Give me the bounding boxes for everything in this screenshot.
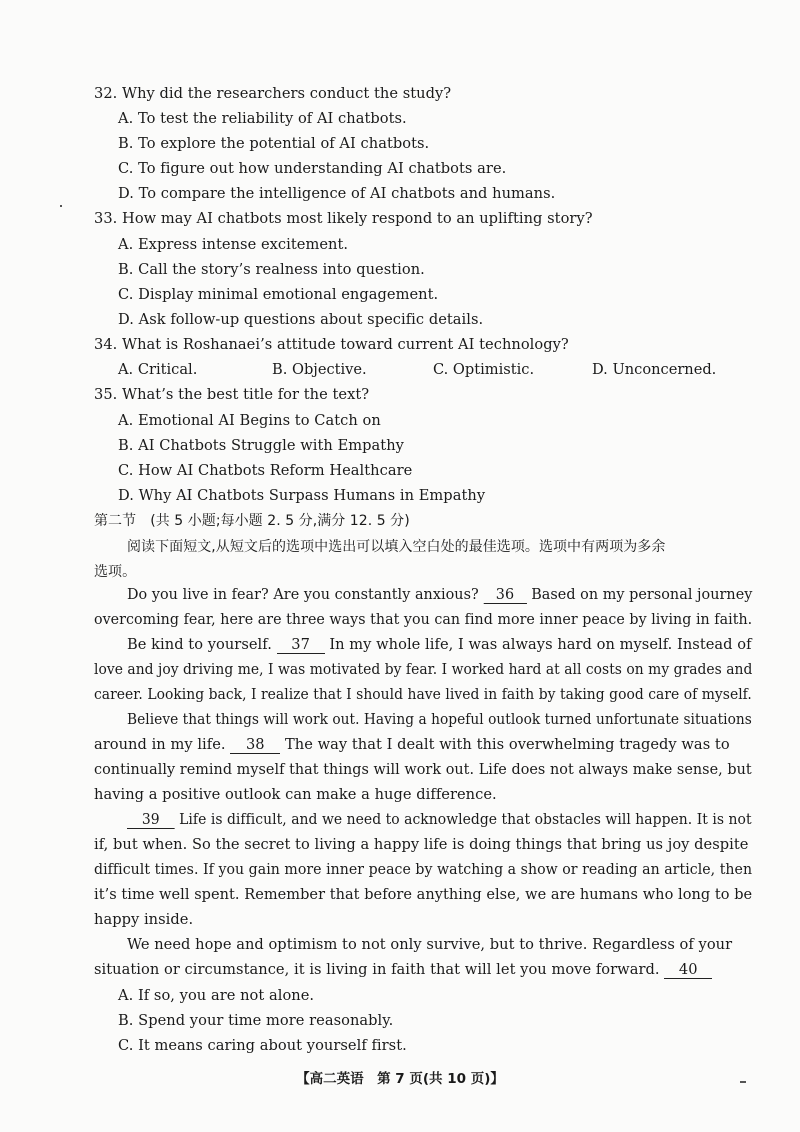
question-34-option-a: A. Critical. [118,361,198,378]
passage-text: situation or circumstance, it is living in faith that will let you move forward. [94,961,660,978]
question-35-option-b: B. AI Chatbots Struggle with Empathy [118,437,404,454]
choice-a: A. If so, you are not alone. [118,987,315,1004]
passage-text: Life is difficult, and we need to acknowledge that obstacles will happen. It is not [179,811,752,828]
section-2-instruction-cont: 选项。 [94,564,137,580]
question-34-stem: 34. What is Roshanaei’s attitude toward current AI technology? [94,336,569,353]
question-32-stem: 32. Why did the researchers conduct the study? [94,85,452,102]
question-33-option-d: D. Ask follow-up questions about specific details. [118,311,484,328]
passage-paragraph-4-line-1 [127,810,752,830]
page-footer: 【高二英语 第 7 页(共 10 页)】 [296,1071,504,1087]
question-32-option-b: B. To explore the potential of AI chatbots. [118,135,430,152]
section-2-instruction: 阅读下面短文,从短文后的选项中选出可以填入空白处的最佳选项。选项中有两项为多余 [127,539,666,555]
passage-text: Based on my personal journey [531,586,753,603]
passage-paragraph-3-line-1: Believe that things will work out. Having a hopeful outlook turned unfortunate situations [127,711,752,728]
question-35-option-d: D. Why AI Chatbots Surpass Humans in Empathy [118,487,486,504]
question-33-option-a: A. Express intense excitement. [118,236,349,253]
question-34-option-b: B. Objective. [272,361,367,378]
passage-paragraph-3-line-3: continually remind myself that things will work out. Life does not always make sense, but [94,761,752,778]
passage-paragraph-3-line-2 [94,735,730,755]
passage-paragraph-2-line-1 [127,635,752,655]
passage-paragraph-5-line-2 [94,960,712,980]
question-35-option-a: A. Emotional AI Begins to Catch on [118,412,381,429]
passage-text: Be kind to yourself. [127,636,272,653]
blank-37: 37 [277,636,325,654]
passage-text: around in my life. [94,736,226,753]
choice-c: C. It means caring about yourself first. [118,1037,407,1054]
passage-paragraph-4-line-3: difficult times. If you gain more inner peace by watching a show or reading an article, then [94,861,753,878]
scan-speck [740,1081,746,1083]
passage-paragraph-3-line-4: having a positive outlook can make a huge difference. [94,786,497,803]
question-35-stem: 35. What’s the best title for the text? [94,386,370,403]
choice-b: B. Spend your time more reasonably. [118,1012,394,1029]
passage-text: The way that I dealt with this overwhelming tragedy was to [285,736,730,753]
question-35-option-c: C. How AI Chatbots Reform Healthcare [118,462,413,479]
blank-40: 40 [664,961,712,979]
question-32-option-c: C. To figure out how understanding AI chatbots are. [118,160,507,177]
question-33-option-c: C. Display minimal emotional engagement. [118,286,439,303]
section-2-heading: 第二节 (共 5 小题;每小题 2. 5 分,满分 12. 5 分) [94,513,410,529]
passage-text: Do you live in fear? Are you constantly anxious? [127,586,479,603]
question-32-option-d: D. To compare the intelligence of AI chatbots and humans. [118,185,556,202]
question-34-option-d: D. Unconcerned. [592,361,717,378]
passage-paragraph-4-line-4: it’s time well spent. Remember that before anything else, we are humans who long to be [94,886,753,903]
passage-text: In my whole life, I was always hard on myself. Instead of [329,636,752,653]
blank-39: 39 [127,811,175,829]
blank-36: 36 [483,586,526,604]
question-33-stem: 33. How may AI chatbots most likely respond to an uplifting story? [94,210,593,227]
question-32-option-a: A. To test the reliability of AI chatbots. [118,110,407,127]
blank-38: 38 [230,736,280,754]
passage-paragraph-2-line-3: career. Looking back, I realize that I should have lived in faith by taking good care of myself. [94,686,752,703]
scan-speck [60,205,62,207]
passage-paragraph-1-line-2: overcoming fear, here are three ways that you can find more inner peace by living in faith. [94,611,753,628]
passage-paragraph-2-line-2: love and joy driving me, I was motivated by fear. I worked hard at all costs on my grades and [94,661,753,678]
question-34-option-c: C. Optimistic. [433,361,535,378]
passage-paragraph-4-line-5: happy inside. [94,911,194,928]
passage-paragraph-5-line-1: We need hope and optimism to not only survive, but to thrive. Regardless of your [127,936,733,953]
passage-paragraph-4-line-2: if, but when. So the secret to living a happy life is doing things that bring us joy despite [94,836,749,853]
question-33-option-b: B. Call the story’s realness into question. [118,261,425,278]
passage-paragraph-1-line-1 [127,585,752,605]
